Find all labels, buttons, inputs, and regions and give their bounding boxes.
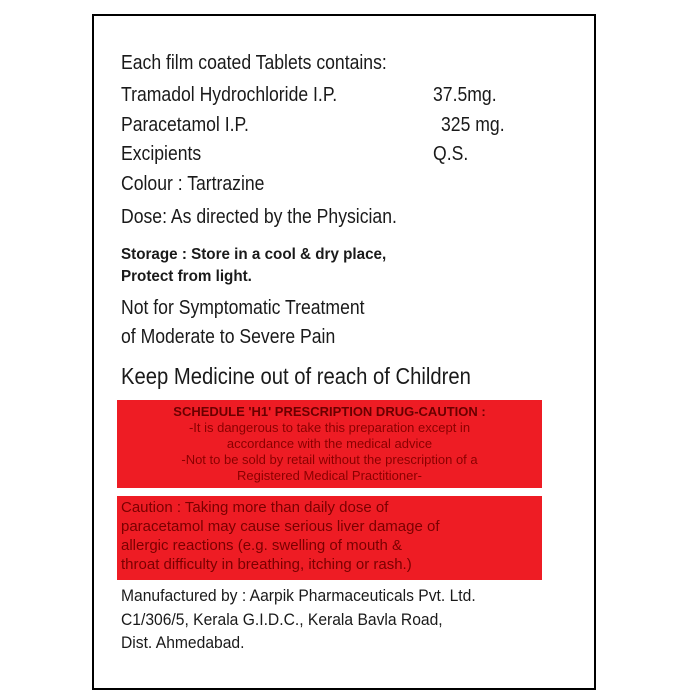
schedule-title: SCHEDULE 'H1' PRESCRIPTION DRUG-CAUTION : <box>173 404 486 419</box>
manufacturer-line-1: Manufactured by : Aarpik Pharmaceuticals Pvt. Ltd. <box>121 586 476 605</box>
schedule-line: Registered Medical Practitioner- <box>237 468 422 483</box>
ingredient-amount-tramadol: 37.5mg. <box>433 84 497 106</box>
schedule-line: -It is dangerous to take this preparation except in <box>188 420 471 435</box>
caution-line: throat difficulty in breathing, itching or rash.) <box>121 556 412 573</box>
keep-away-line: Keep Medicine out of reach of Children <box>121 363 471 389</box>
caution-line: allergic reactions (e.g. swelling of mouth & <box>121 537 402 554</box>
composition-header: Each film coated Tablets contains: <box>121 52 387 74</box>
ingredient-amount-paracetamol: 325 mg. <box>441 114 505 136</box>
caution-box <box>117 496 542 580</box>
schedule-line: -Not to be sold by retail without the prescription of a <box>181 452 478 467</box>
warning-line-1: Not for Symptomatic Treatment <box>121 297 365 319</box>
manufacturer-line-2: C1/306/5, Kerala G.I.D.C., Kerala Bavla Road, <box>121 610 443 629</box>
storage-line-1: Storage : Store in a cool & dry place, <box>121 246 387 263</box>
schedule-line: accordance with the medical advice <box>226 436 433 451</box>
ingredient-name-excipients: Excipients <box>121 143 202 165</box>
ingredient-name-tramadol: Tramadol Hydrochloride I.P. <box>121 84 338 106</box>
caution-line: paracetamol may cause serious liver damage of <box>121 518 440 535</box>
caution-line: Caution : Taking more than daily dose of <box>121 499 389 516</box>
dose-line: Dose: As directed by the Physician. <box>121 206 397 228</box>
ingredient-name-paracetamol: Paracetamol I.P. <box>121 114 249 136</box>
ingredient-amount-excipients: Q.S. <box>433 143 469 165</box>
colour-line: Colour : Tartrazine <box>121 173 265 195</box>
schedule-h1-box <box>117 400 542 488</box>
manufacturer-line-3: Dist. Ahmedabad. <box>121 633 245 652</box>
storage-line-2: Protect from light. <box>121 268 252 285</box>
warning-line-2: of Moderate to Severe Pain <box>121 326 336 348</box>
